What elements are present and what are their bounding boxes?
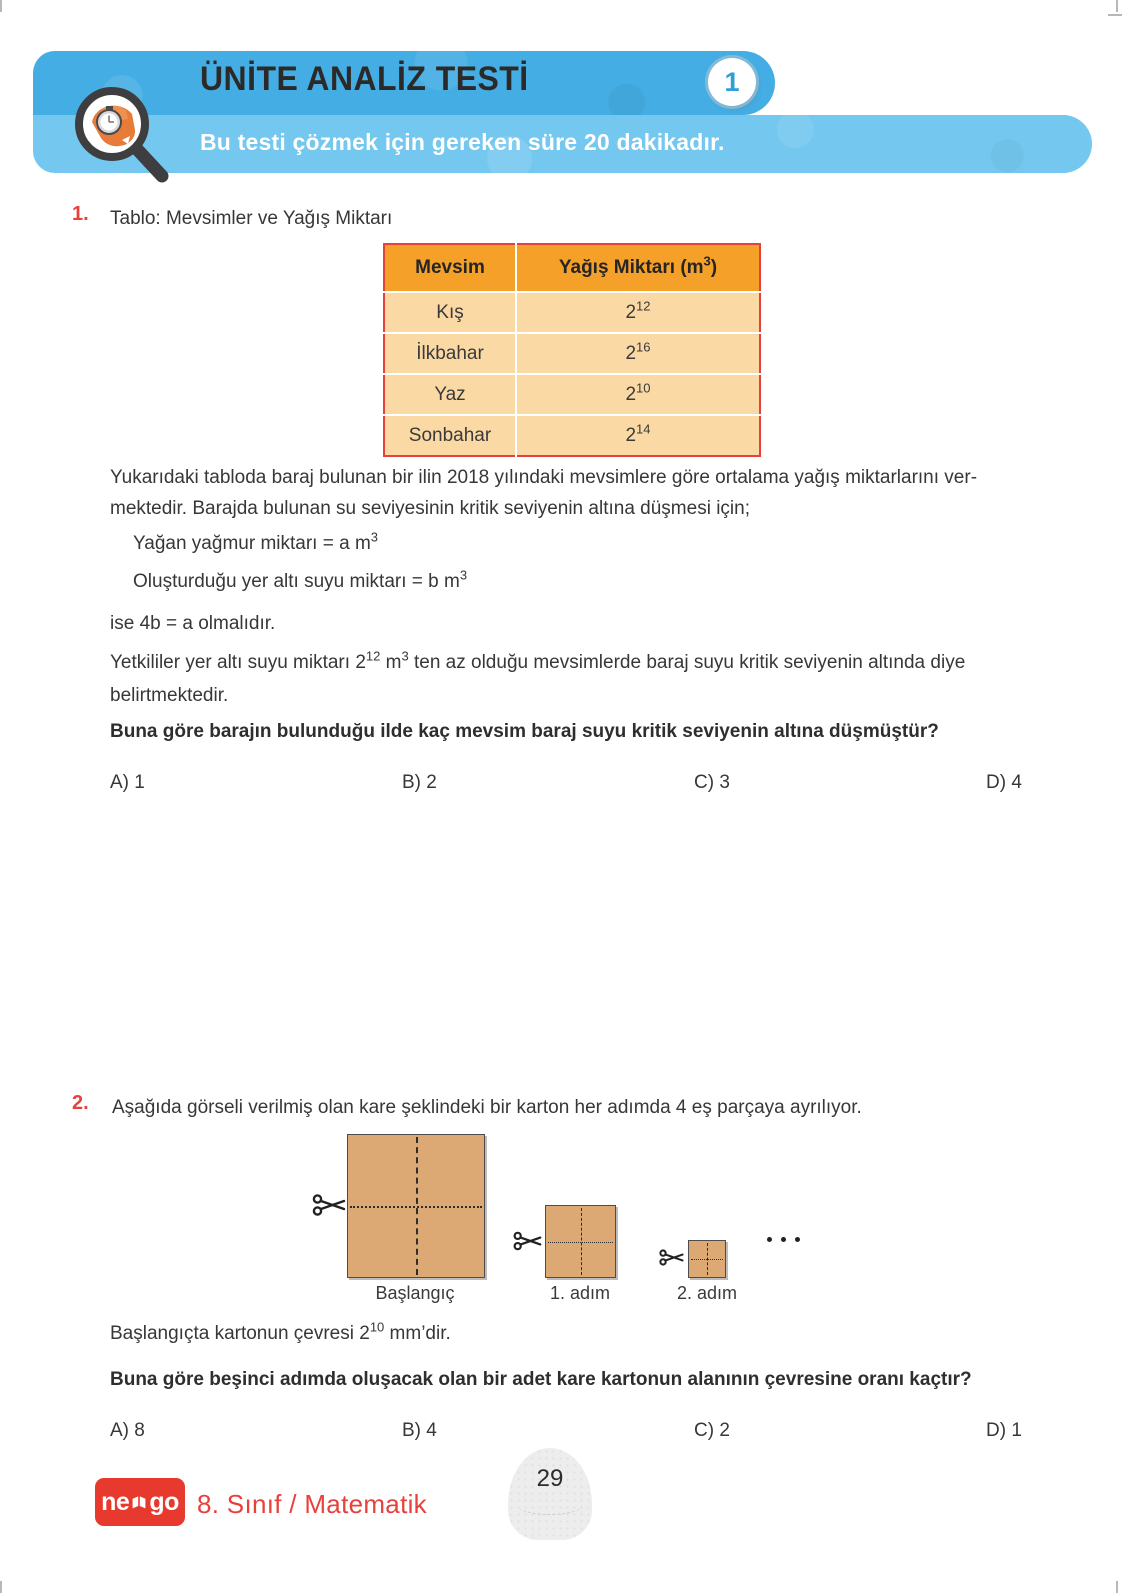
logo-text-left: ne <box>101 1487 130 1516</box>
logo-text-right: go <box>149 1487 179 1516</box>
table-row: İlkbahar $2^{16}$ <box>384 333 760 374</box>
ellipsis-dots <box>767 1237 800 1242</box>
table-header-season: Mevsim <box>384 244 516 292</box>
publisher-logo <box>95 1478 185 1526</box>
groundwater-line: Oluşturduğu yer altı suyu miktarı = b $m^3$ <box>133 567 468 592</box>
table-header-row <box>384 244 760 292</box>
option-c: C) 2 <box>694 1420 730 1441</box>
option-c: C) 3 <box>694 772 730 793</box>
rainfall-table <box>383 243 761 457</box>
header-subtitle: Bu testi çözmek için gereken süre 20 dakikadır. <box>200 129 725 155</box>
question-2-options <box>0 1420 1122 1446</box>
scissors-icon <box>513 1229 542 1258</box>
option-a: A) 8 <box>110 1420 145 1441</box>
page-number: 29 <box>536 1465 564 1492</box>
page-number-badge <box>508 1448 592 1540</box>
crop-mark <box>1116 1581 1118 1593</box>
question-1-paragraph: Yukarıdaki tabloda baraj bulunan bir ilin 2018 yılındaki mevsimlere göre ortalama yağış miktarlarını ver- mektedir. Barajda bulunan su seviyesinin kritik seviyenin altına düşmesi için; <box>110 467 978 519</box>
cardboard-step2-square <box>688 1240 726 1278</box>
open-book-icon <box>131 1494 147 1510</box>
question-2-stem: Buna göre beşinci adımda oluşacak olan bir adet kare kartonun alanının çevresine oranı kaçtır? <box>110 1369 972 1390</box>
condition-line: ise 4b = a olmalıdır. <box>110 613 276 634</box>
option-d: D) 1 <box>986 1420 1022 1441</box>
cut-line-horizontal <box>548 1242 613 1243</box>
question-2-intro: Aşağıda görseli verilmiş olan kare şeklindeki bir karton her adımda 4 eş parçaya ayrılıyor. <box>112 1097 862 1118</box>
cut-line-horizontal <box>691 1259 723 1260</box>
rain-amount-line: Yağan yağmur miktarı = a $m^3$ <box>133 529 379 554</box>
option-a: A) 1 <box>110 772 145 793</box>
cardboard-step1-square <box>545 1205 616 1278</box>
figure-label-start: Başlangıç <box>375 1283 455 1303</box>
question-1-stem: Buna göre barajın bulunduğu ilde kaç mevsim baraj suyu kritik seviyenin altına düşmüştür? <box>110 721 939 742</box>
perimeter-line: Başlangıçta kartonun çevresi $2^{10}$ mm’dir. <box>110 1319 451 1344</box>
course-label: 8. Sınıf / Matematik <box>197 1489 427 1519</box>
option-b: B) 2 <box>402 772 437 793</box>
table-row: Yaz $2^{10}$ <box>384 374 760 415</box>
question-2-number: 2. <box>72 1092 89 1114</box>
crop-mark <box>0 0 2 12</box>
scissors-icon <box>312 1191 346 1224</box>
question-1-caption: Tablo: Mevsimler ve Yağış Miktarı <box>110 208 393 229</box>
figure-label-step1: 1. adım <box>549 1283 611 1303</box>
figure-label-step2: 2. adım <box>676 1283 738 1303</box>
table-row: Kış $2^{12}$ <box>384 292 760 333</box>
question-1-number: 1. <box>72 203 89 225</box>
cardboard-start-square <box>347 1134 485 1278</box>
option-b: B) 4 <box>402 1420 437 1441</box>
question-1-options <box>0 772 1122 798</box>
table-row: Sonbahar $2^{14}$ <box>384 415 760 456</box>
option-d: D) 4 <box>986 772 1022 793</box>
page-title: ÜNİTE ANALİZ TESTİ <box>200 60 529 98</box>
crop-mark <box>0 1581 2 1593</box>
crop-mark <box>1108 14 1122 16</box>
table-header-rainfall: Yağış Miktarı $(m^3)$ <box>516 244 760 292</box>
test-number-badge: 1 <box>708 58 756 106</box>
scissors-icon <box>659 1247 684 1273</box>
crop-mark <box>1116 0 1118 12</box>
cut-line-horizontal <box>350 1206 482 1208</box>
magnifier-stopwatch-icon <box>70 82 174 186</box>
officials-note: Yetkililer yer altı suyu miktarı $2^{12}$ $m^3$ ten az olduğu mevsimlerde baraj suyu kritik seviyenin altında diye belirtmektedir. <box>110 648 966 706</box>
